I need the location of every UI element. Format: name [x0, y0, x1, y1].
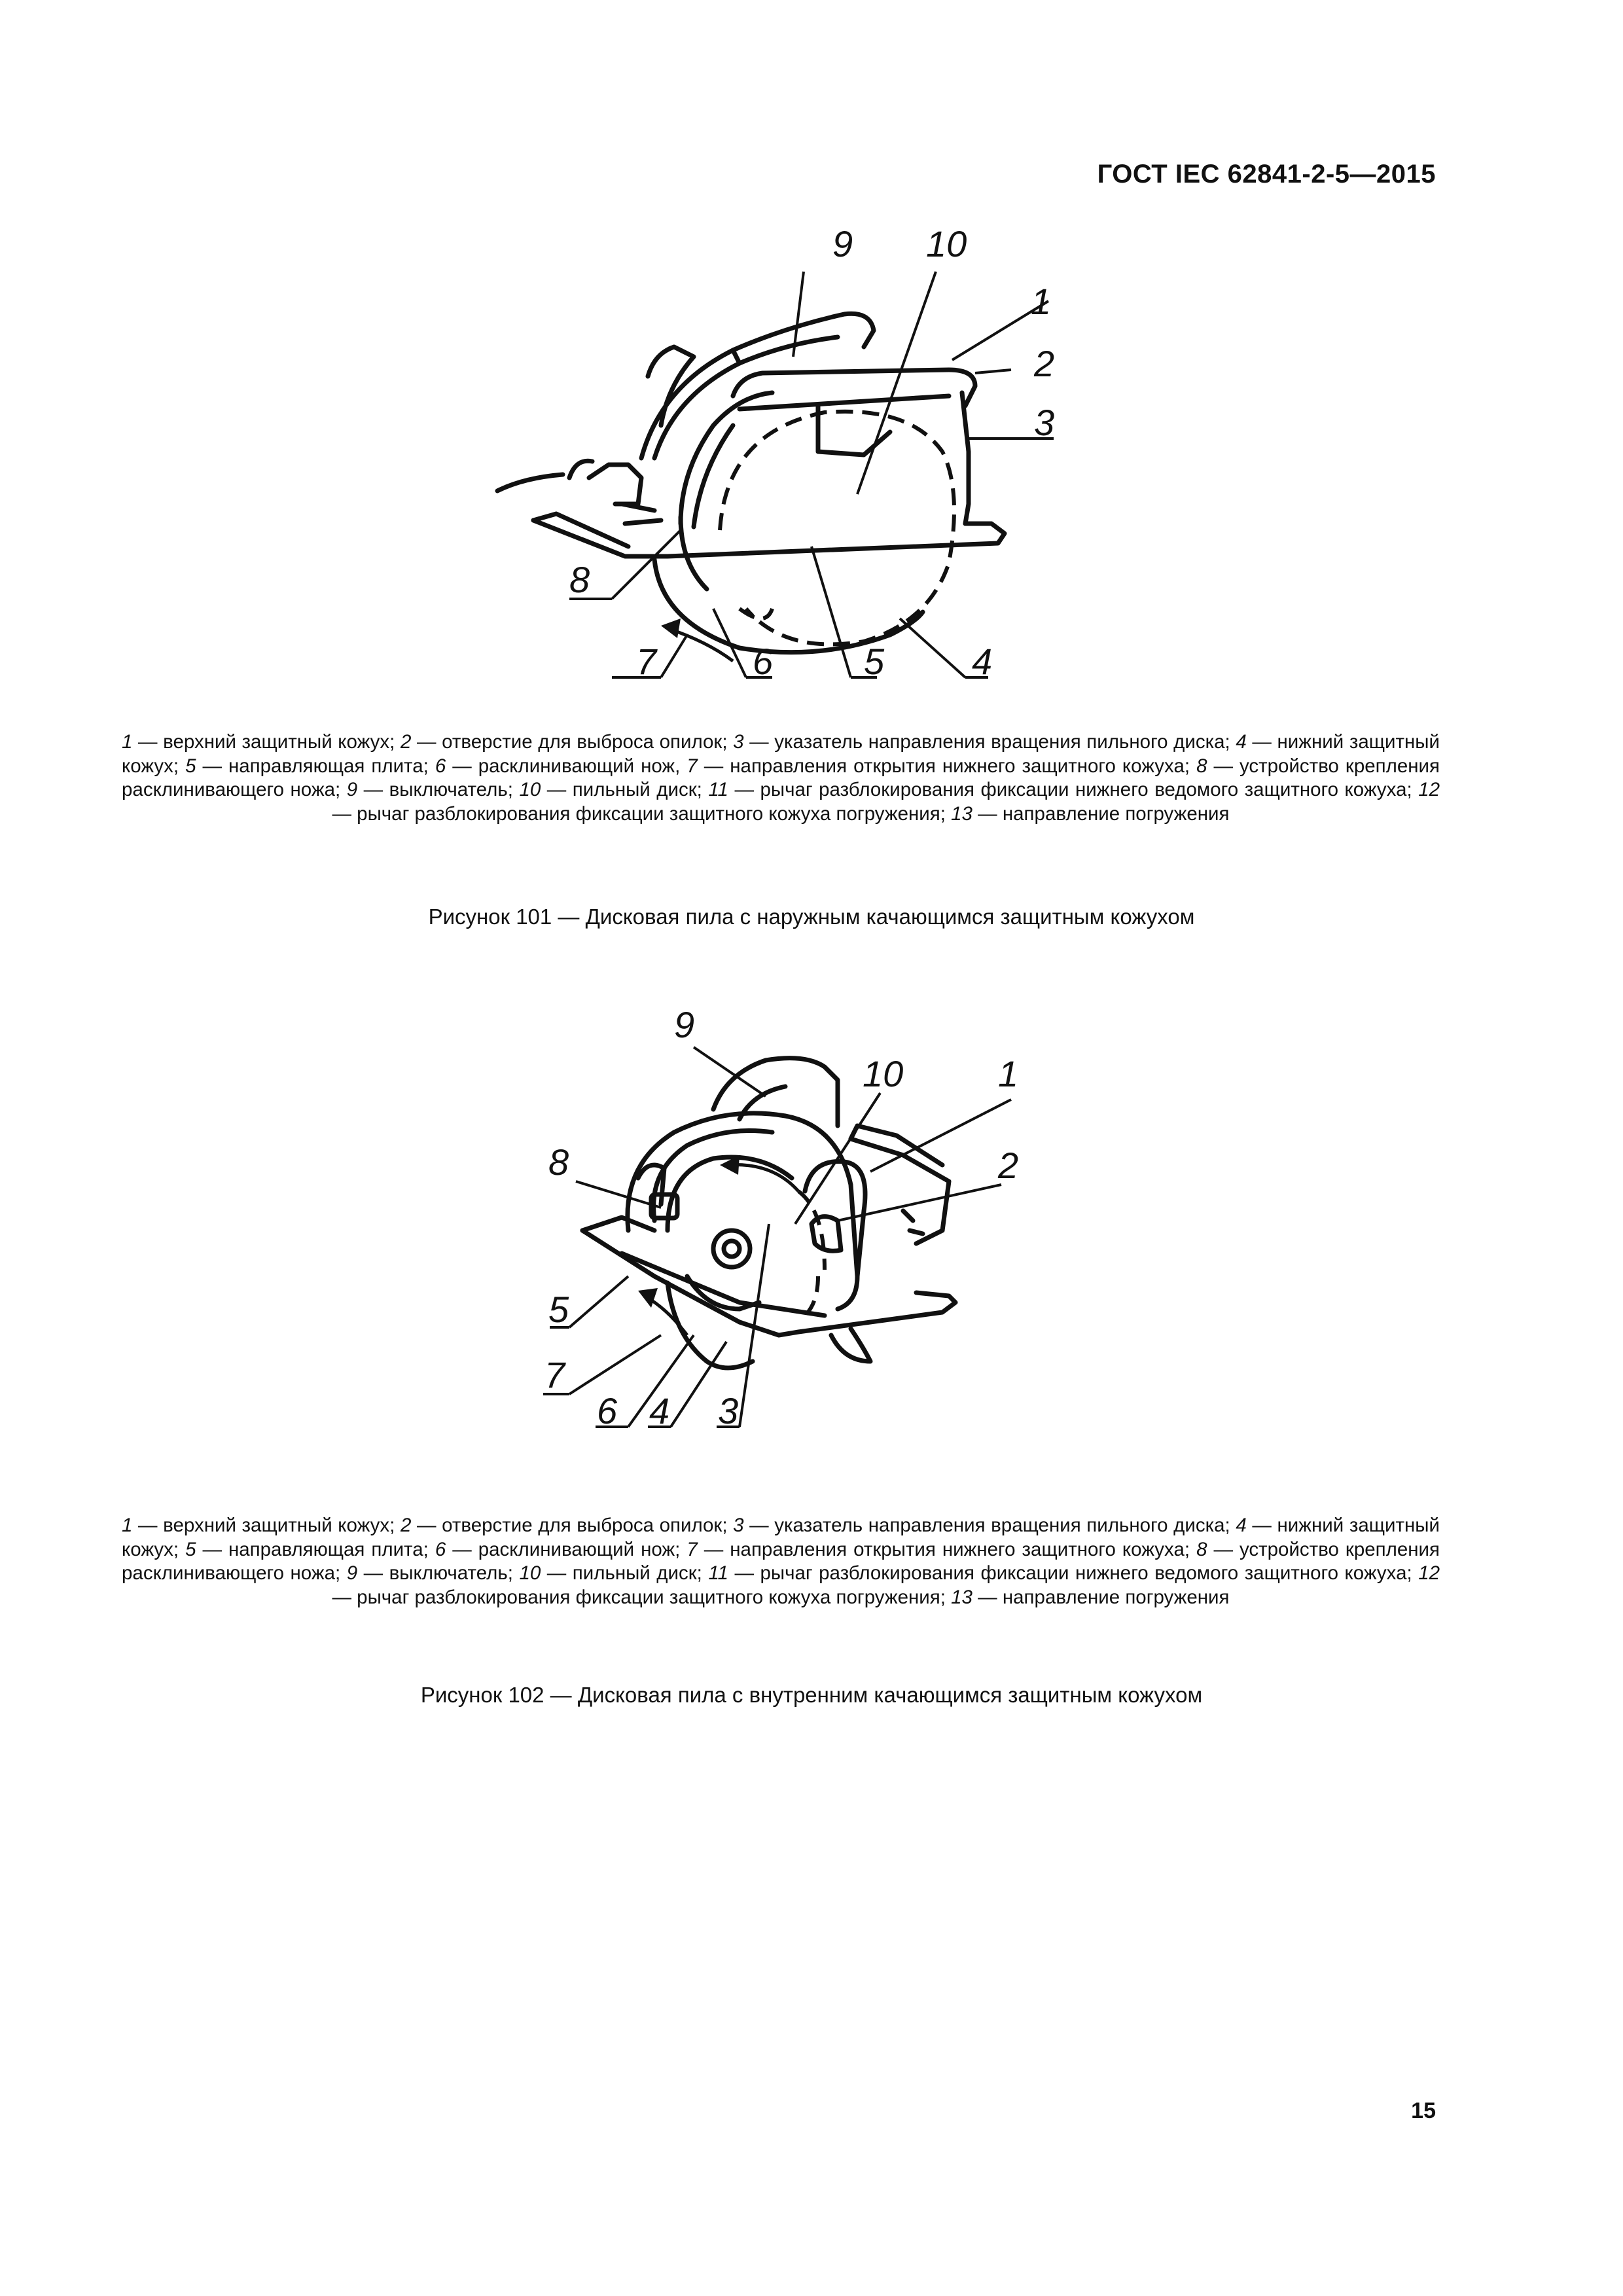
base-plate-shape — [533, 520, 1005, 556]
page-number: 15 — [1411, 2098, 1436, 2123]
figure-101-label-5: 5 — [864, 641, 885, 682]
figure-102-label-5: 5 — [548, 1289, 569, 1330]
figure-102-label-7: 7 — [544, 1354, 565, 1395]
figure-101-caption: Рисунок 101 — Дисковая пила с наружным качающимся защитным кожухом — [428, 905, 1195, 929]
figure-101-label-10: 10 — [926, 223, 967, 264]
figure-102-label-4: 4 — [649, 1390, 670, 1431]
figure-101-label-7: 7 — [636, 641, 657, 682]
figure-101-legend: 1 — верхний защитный кожух; 2 — отверстие для выброса опилок; 3 — указатель направления вращения пильного диска; 4 — нижний защитный кожух; 5 — направляющая плита; 6 — расклинивающий нож, 7 — направления открытия нижнего защитного кожуха; 8 — устройство крепления расклинивающего ножа; 9 — выключатель; 10 — пильный диск; 11 — рычаг разблокирования фиксации нижнего ведомого защитного кожуха; 12 — рычаг разблокирования фиксации защитного кожуха погружения; 13 — направление погружения — [122, 731, 1440, 825]
figure-101-label-2: 2 — [1034, 343, 1055, 384]
upper-guard-shape — [681, 393, 772, 524]
figure-102-label-10: 10 — [863, 1053, 904, 1094]
circular-saw-inner-guard-drawing — [0, 995, 1623, 1453]
figure-102-label-1: 1 — [998, 1053, 1019, 1094]
arbor-nut — [713, 1230, 750, 1267]
figure-101-label-9: 9 — [832, 223, 853, 264]
figure-101-label-6: 6 — [753, 641, 774, 682]
figure-102-label-6: 6 — [597, 1390, 618, 1431]
figure-101 — [0, 216, 1623, 720]
figure-102-label-3: 3 — [718, 1390, 739, 1431]
figure-101-label-3: 3 — [1034, 402, 1055, 443]
figure-102-legend: 1 — верхний защитный кожух; 2 — отверстие для выброса опилок; 3 — указатель направления вращения пильного диска; 4 — нижний защитный кожух; 5 — направляющая плита; 6 — расклинивающий нож; 7 — направления открытия нижнего защитного кожуха; 8 — устройство крепления расклинивающего ножа; 9 — выключатель; 10 — пильный диск; 11 — рычаг разблокирования фиксации нижнего ведомого защитного кожуха; 12 — рычаг разблокирования фиксации защитного кожуха погружения; 13 — направление погружения — [122, 1515, 1440, 1608]
figure-101-label-8: 8 — [569, 559, 590, 600]
figure-101-label-4: 4 — [972, 641, 993, 682]
figure-102-label-8: 8 — [548, 1141, 569, 1183]
figure-101-label-1: 1 — [1031, 281, 1052, 322]
standard-designation: ГОСТ IEC 62841-2-5—2015 — [1097, 160, 1436, 188]
figure-102-label-9: 9 — [674, 1004, 695, 1045]
base-plate-shape — [582, 1230, 955, 1335]
saw-blade-dashed — [720, 412, 954, 645]
figure-102-label-2: 2 — [998, 1145, 1019, 1186]
circular-saw-outer-guard-drawing — [0, 216, 1623, 720]
figure-102-caption: Рисунок 102 — Дисковая пила с внутренним качающимся защитным кожухом — [420, 1683, 1203, 1707]
figure-102 — [0, 995, 1623, 1453]
